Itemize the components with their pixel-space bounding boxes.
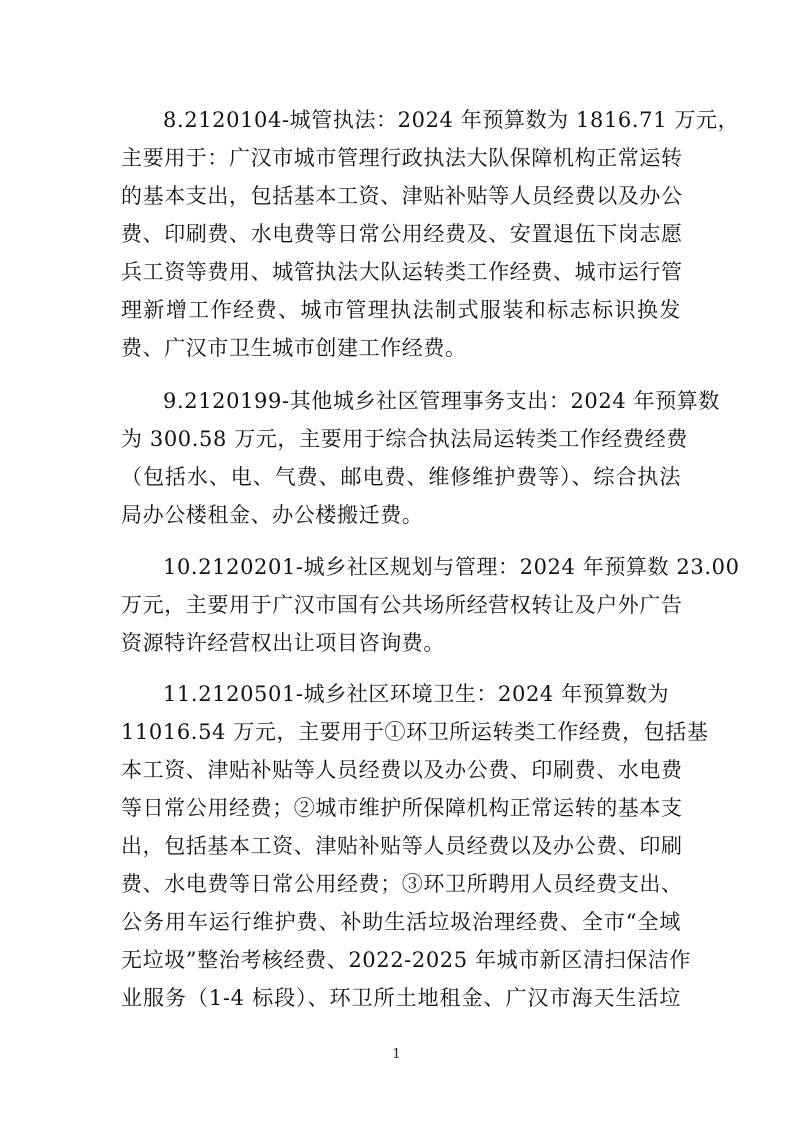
paragraph-line: 10.2120201-城乡社区规划与管理：2024 年预算数 23.00 bbox=[163, 555, 740, 579]
paragraph-line: 兵工资等费用、城管执法大队运转类工作经费、城市运行管 bbox=[121, 260, 683, 284]
paragraph-line: 等日常公用经费；②城市维护所保障机构正常运转的基本支 bbox=[121, 796, 683, 820]
paragraph-line: 局办公楼租金、办公楼搬迁费。 bbox=[121, 503, 424, 527]
paragraph-line: 出，包括基本工资、津贴补贴等人员经费以及办公费、印刷 bbox=[121, 834, 683, 858]
paragraph-line: 万元，主要用于广汉市国有公共场所经营权转让及户外广告 bbox=[121, 593, 683, 617]
paragraph-line: 主要用于：广汉市城市管理行政执法大队保障机构正常运转 bbox=[121, 146, 683, 170]
paragraph-line: 为 300.58 万元，主要用于综合执法局运转类工作经费经费 bbox=[121, 427, 688, 451]
paragraph-line: 本工资、津贴补贴等人员经费以及办公费、印刷费、水电费 bbox=[121, 758, 683, 782]
paragraph-line: 9.2120199-其他城乡社区管理事务支出：2024 年预算数 bbox=[163, 389, 720, 413]
paragraph-line: 业服务（1-4 标段）、环卫所土地租金、广汉市海天生活垃 bbox=[121, 986, 681, 1010]
paragraph-line: 公务用车运行维护费、补助生活垃圾治理经费、全市“全域 bbox=[121, 910, 681, 934]
paragraph-line: 理新增工作经费、城市管理执法制式服装和标志标识换发 bbox=[121, 298, 681, 322]
paragraph-line: 费、广汉市卫生城市创建工作经费。 bbox=[121, 336, 467, 360]
page-number: 1 bbox=[392, 1047, 401, 1062]
paragraph-line: 11016.54 万元，主要用于①环卫所运转类工作经费，包括基 bbox=[121, 720, 709, 744]
paragraph-line: 11.2120501-城乡社区环境卫生：2024 年预算数为 bbox=[163, 682, 670, 706]
paragraph-line: 资源特许经营权出让项目咨询费。 bbox=[121, 631, 445, 655]
paragraph-line: 8.2120104-城管执法：2024 年预算数为 1816.71 万元， bbox=[163, 108, 740, 132]
paragraph-line: 费、水电费等日常公用经费；③环卫所聘用人员经费支出、 bbox=[121, 872, 683, 896]
paragraph-line: 无垃圾”整治考核经费、2022-2025 年城市新区清扫保洁作 bbox=[121, 948, 691, 972]
paragraph-line: （包括水、电、气费、邮电费、维修维护费等）、综合执法 bbox=[121, 465, 681, 489]
paragraph-line: 费、印刷费、水电费等日常公用经费及、安置退伍下岗志愿 bbox=[121, 222, 683, 246]
paragraph-line: 的基本支出，包括基本工资、津贴补贴等人员经费以及办公 bbox=[121, 184, 683, 208]
